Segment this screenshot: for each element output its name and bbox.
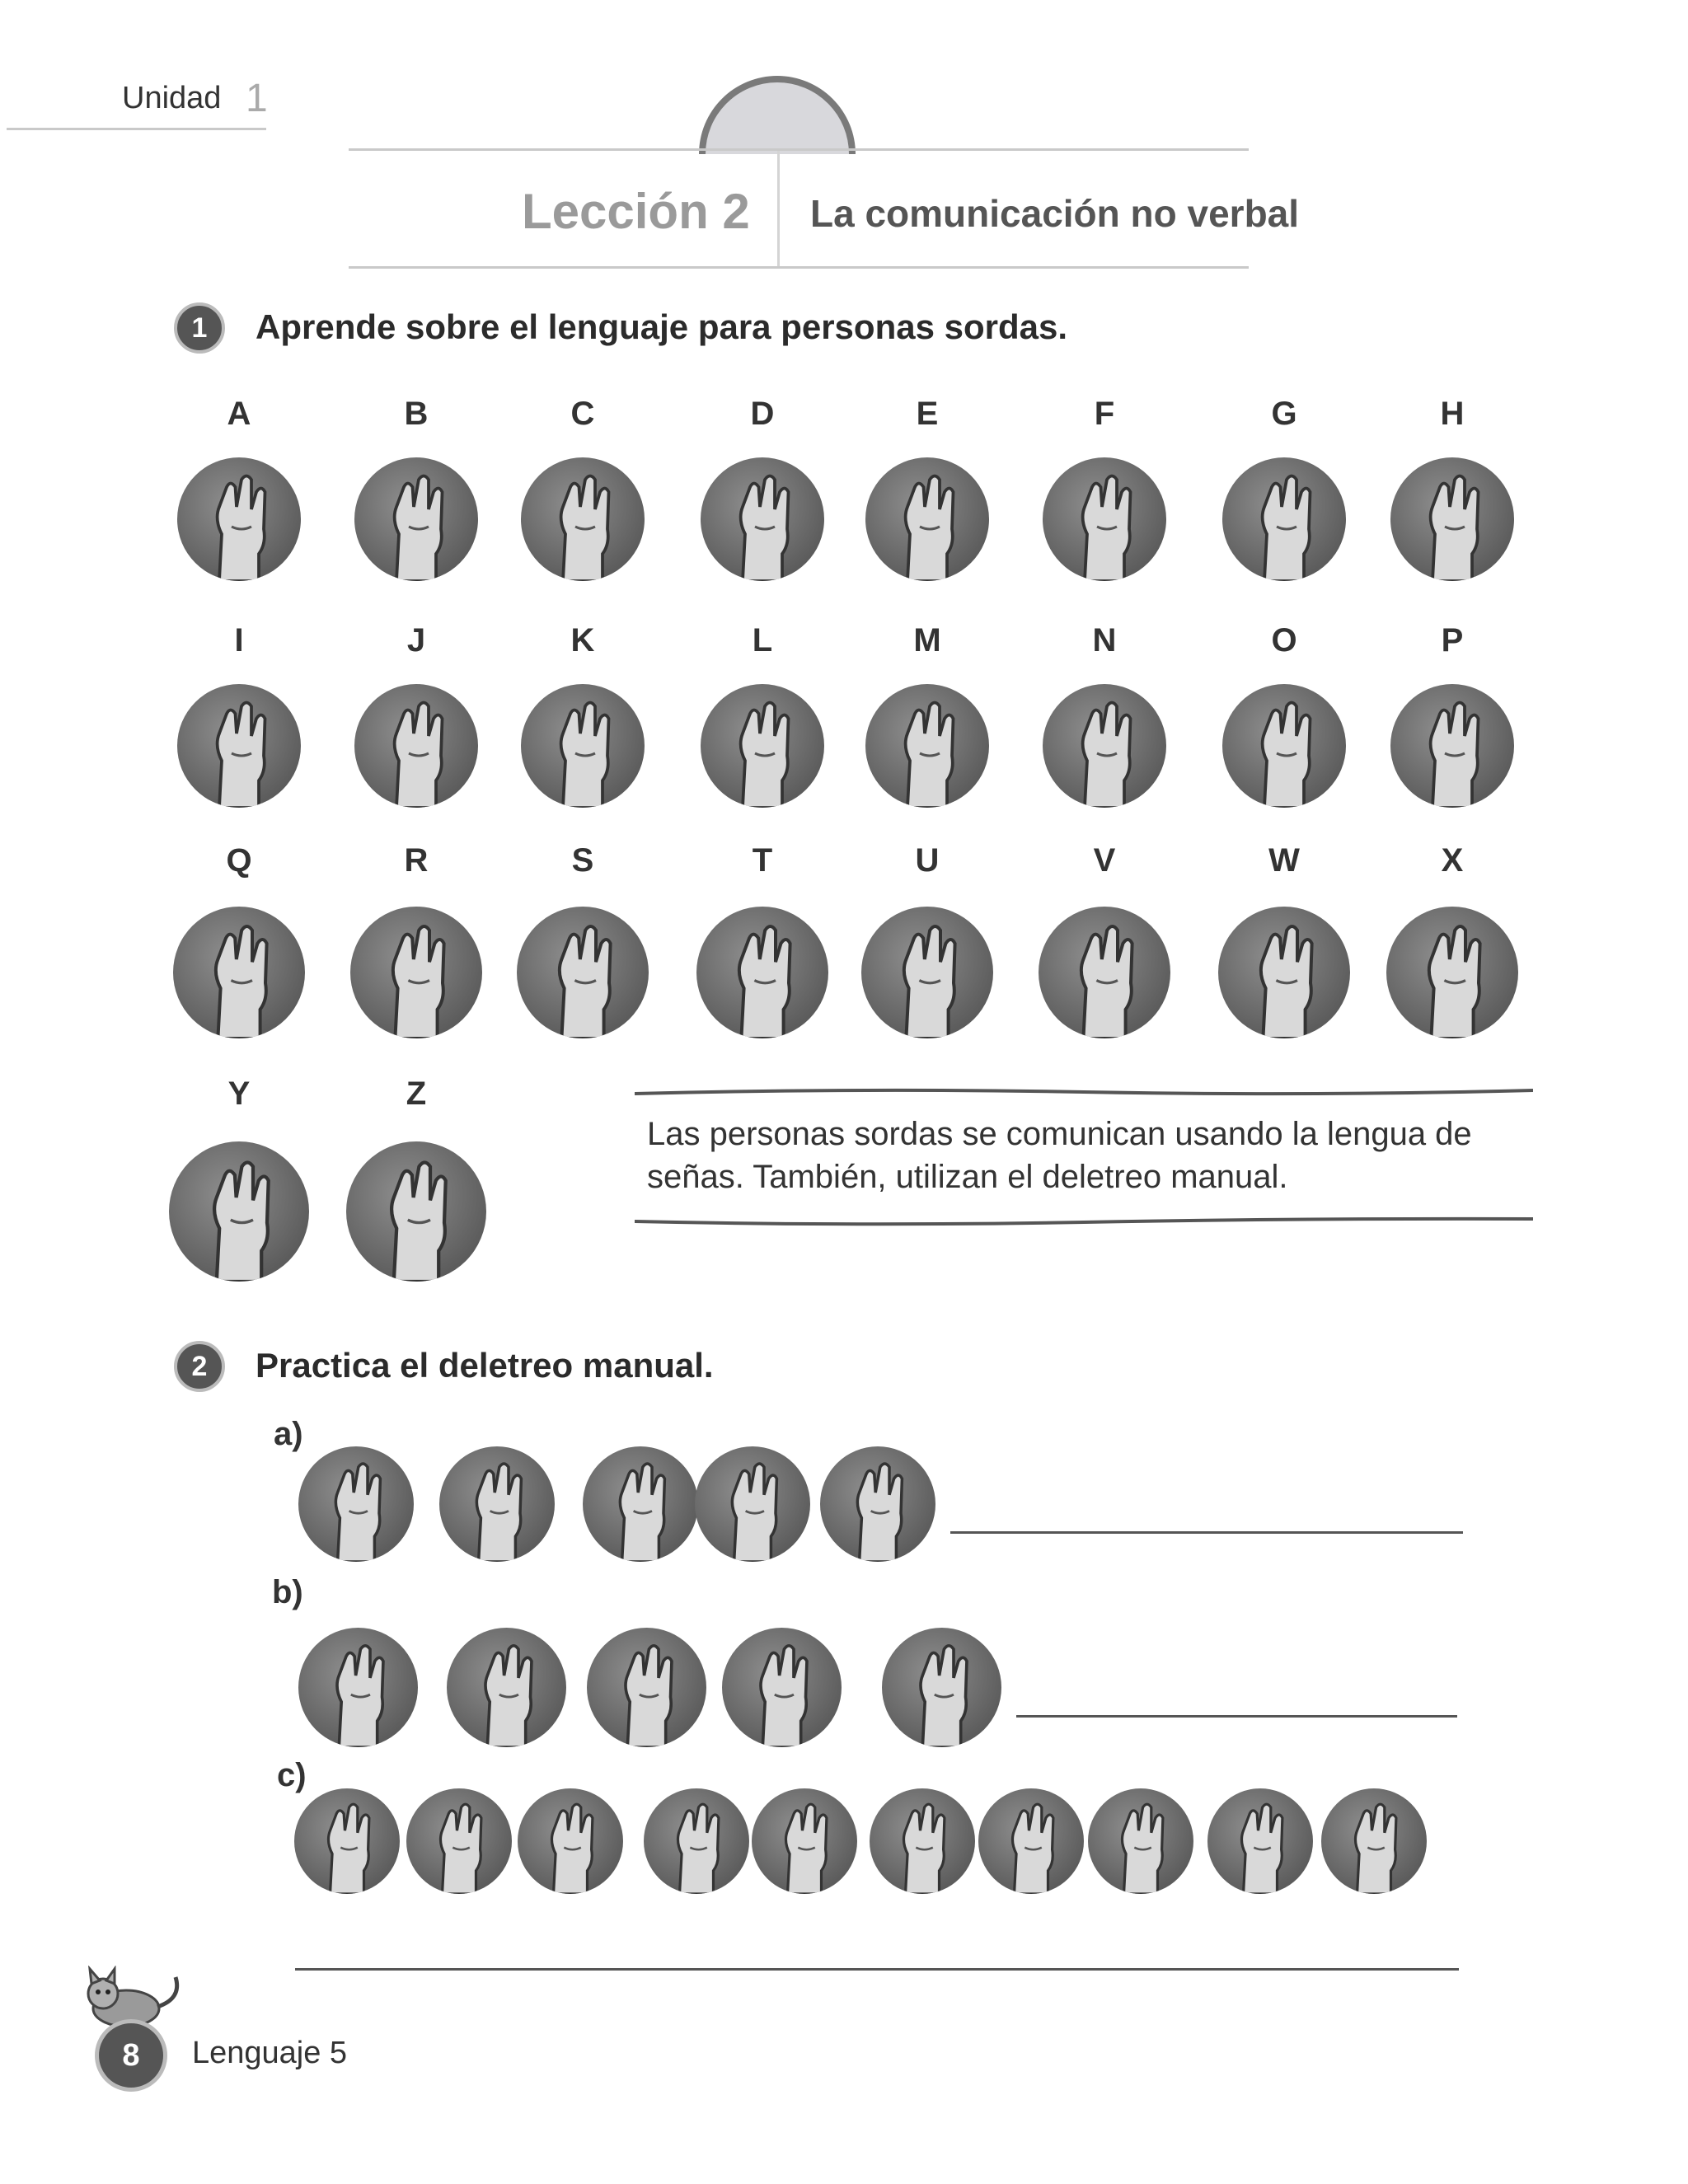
sign-letter-m: M — [913, 622, 941, 658]
sign-letter-z: Z — [406, 1076, 427, 1112]
practice-hand-sign-icon — [820, 1446, 935, 1562]
sign-letter-y: Y — [227, 1076, 251, 1112]
sign-letter-g: G — [1271, 396, 1297, 432]
sign-letter-k: K — [570, 622, 595, 658]
unit-number: 1 — [246, 77, 268, 120]
practice-hand-sign-icon — [587, 1628, 706, 1747]
lesson-tab-decoration — [699, 76, 856, 154]
hand-sign-y-icon — [169, 1141, 309, 1282]
lesson-title: La comunicación no verbal — [810, 192, 1300, 235]
hand-sign-t-icon — [696, 907, 828, 1038]
practice-hand-sign-icon — [583, 1446, 698, 1562]
practice-hand-sign-icon — [518, 1788, 623, 1894]
sign-letter-d: D — [750, 396, 775, 432]
hand-sign-u-icon — [861, 907, 993, 1038]
answer-line-a[interactable] — [950, 1531, 1463, 1534]
practice-hand-sign-icon — [447, 1628, 566, 1747]
sign-letter-v: V — [1093, 842, 1116, 879]
hand-sign-h-icon — [1390, 457, 1514, 581]
activity-2-instruction: Practica el deletreo manual. — [256, 1346, 714, 1385]
book-name: Lenguaje 5 — [192, 2036, 348, 2070]
practice-hand-sign-icon — [722, 1628, 842, 1747]
hand-sign-c-icon — [521, 457, 645, 581]
practice-hand-sign-icon — [752, 1788, 857, 1894]
practice-hand-sign-icon — [1088, 1788, 1193, 1894]
unit-divider — [7, 128, 266, 130]
activity-1-badge: 1 — [174, 302, 225, 354]
lesson-number: Lección 2 — [522, 184, 750, 239]
item-a-label: a) — [274, 1416, 303, 1452]
hand-sign-q-icon — [173, 907, 305, 1038]
sign-letter-s: S — [571, 842, 594, 879]
hand-sign-p-icon — [1390, 684, 1514, 808]
practice-hand-sign-icon — [882, 1628, 1001, 1747]
sign-letter-t: T — [752, 842, 773, 879]
item-b-label: b) — [272, 1574, 303, 1610]
hand-sign-n-icon — [1043, 684, 1166, 808]
practice-hand-sign-icon — [695, 1446, 810, 1562]
hand-sign-d-icon — [701, 457, 824, 581]
unit-label: Unidad — [122, 81, 222, 115]
practice-hand-sign-icon — [298, 1628, 418, 1747]
info-bottom-rule — [635, 1216, 1533, 1229]
hand-sign-f-icon — [1043, 457, 1166, 581]
sign-letter-o: O — [1271, 622, 1297, 658]
sign-letter-r: R — [404, 842, 429, 879]
practice-hand-sign-icon — [978, 1788, 1084, 1894]
hand-sign-b-icon — [354, 457, 478, 581]
activity-2-badge: 2 — [174, 1341, 225, 1392]
practice-hand-sign-icon — [406, 1788, 512, 1894]
sign-letter-b: B — [404, 396, 429, 432]
practice-hand-sign-icon — [298, 1446, 414, 1562]
lesson-divider — [777, 151, 780, 266]
sign-letter-e: E — [916, 396, 939, 432]
hand-sign-r-icon — [350, 907, 482, 1038]
practice-hand-sign-icon — [644, 1788, 749, 1894]
hand-sign-k-icon — [521, 684, 645, 808]
sign-letter-q: Q — [226, 842, 252, 879]
hand-sign-o-icon — [1222, 684, 1346, 808]
sign-letter-l: L — [752, 622, 773, 658]
practice-hand-sign-icon — [1207, 1788, 1313, 1894]
sign-letter-h: H — [1440, 396, 1465, 432]
sign-letter-x: X — [1441, 842, 1464, 879]
hand-sign-s-icon — [517, 907, 649, 1038]
practice-hand-sign-icon — [870, 1788, 975, 1894]
practice-hand-sign-icon — [294, 1788, 400, 1894]
hand-sign-z-icon — [346, 1141, 486, 1282]
sign-letter-i: I — [234, 622, 244, 658]
lesson-bottom-rule — [349, 266, 1249, 269]
sign-letter-f: F — [1094, 396, 1115, 432]
hand-sign-a-icon — [177, 457, 301, 581]
sign-letter-a: A — [227, 396, 251, 432]
sign-letter-w: W — [1268, 842, 1300, 879]
answer-line-b[interactable] — [1016, 1715, 1457, 1718]
hand-sign-v-icon — [1039, 907, 1170, 1038]
activity-1-instruction: Aprende sobre el lenguaje para personas sordas. — [256, 307, 1068, 346]
answer-line-c[interactable] — [295, 1968, 1459, 1971]
sign-letter-c: C — [570, 396, 595, 432]
hand-sign-w-icon — [1218, 907, 1350, 1038]
info-text: Las personas sordas se comunican usando la lengua de señas. También, utilizan el deletreo manual. — [647, 1116, 1472, 1195]
hand-sign-m-icon — [865, 684, 989, 808]
info-top-rule — [635, 1086, 1533, 1099]
hand-sign-g-icon — [1222, 457, 1346, 581]
page-number: 8 — [95, 2019, 167, 2092]
practice-hand-sign-icon — [1321, 1788, 1427, 1894]
sign-letter-p: P — [1441, 622, 1464, 658]
hand-sign-x-icon — [1386, 907, 1518, 1038]
practice-hand-sign-icon — [439, 1446, 555, 1562]
sign-letter-j: J — [406, 622, 426, 658]
item-c-label: c) — [277, 1757, 307, 1793]
sign-letter-u: U — [915, 842, 940, 879]
hand-sign-e-icon — [865, 457, 989, 581]
hand-sign-i-icon — [177, 684, 301, 808]
lesson-top-rule — [349, 148, 1249, 151]
sign-letter-n: N — [1092, 622, 1117, 658]
hand-sign-j-icon — [354, 684, 478, 808]
hand-sign-l-icon — [701, 684, 824, 808]
